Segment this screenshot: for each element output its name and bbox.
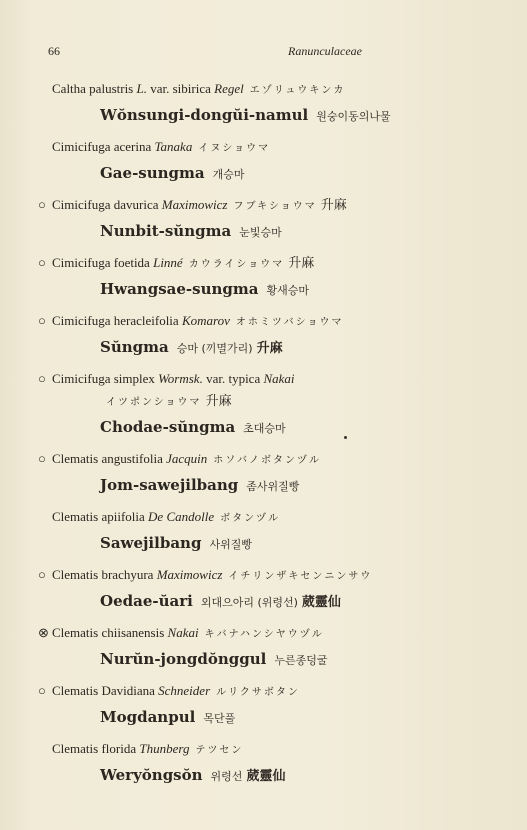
scientific-name-line xyxy=(0,252,527,274)
scientific-name-line xyxy=(0,680,527,702)
scientific-name-line xyxy=(0,136,527,158)
chinese-name-alt: 葳靈仙 xyxy=(301,595,341,610)
hangul-name: 초대승마 xyxy=(243,422,286,435)
scientific-name: Clematis Davidiana xyxy=(52,683,155,698)
korean-name-line xyxy=(0,216,527,252)
variety-name: var. typica xyxy=(206,371,261,386)
page-header xyxy=(48,44,478,60)
korean-name-line xyxy=(0,760,527,796)
hangul-name: 외대으아리 (위령선) xyxy=(200,596,298,609)
status-mark: ○ xyxy=(38,371,46,386)
korean-romanized-name: Wŏnsungi-dongŭi-namul xyxy=(100,106,309,124)
author-name: Thunberg xyxy=(139,741,190,756)
status-mark: ○ xyxy=(38,683,46,698)
chinese-name: 升麻 xyxy=(288,256,315,271)
status-mark: ○ xyxy=(38,197,46,212)
status-mark: ⊗ xyxy=(38,625,49,640)
scientific-name-line xyxy=(0,738,527,760)
scientific-name: Cimicifuga davurica xyxy=(52,197,159,212)
japanese-name: キバナハンシヤウヅル xyxy=(204,629,324,640)
japanese-name: テツセン xyxy=(195,745,244,756)
scientific-name: Caltha palustris xyxy=(52,81,134,96)
author-name: Tanaka xyxy=(154,139,193,154)
korean-name-line xyxy=(0,586,527,622)
korean-romanized-name: Sawejilbang xyxy=(100,534,202,552)
scientific-name: Clematis apiifolia xyxy=(52,509,145,524)
author-name: Komarov xyxy=(181,313,230,328)
scientific-name-line xyxy=(0,194,527,216)
scientific-name: Cimicifuga foetida xyxy=(52,255,150,270)
author-name: Maximowicz xyxy=(161,197,228,212)
hangul-name: 사위질빵 xyxy=(209,538,252,551)
hangul-name: 누른종덩굴 xyxy=(274,654,328,667)
japanese-name: ボタンヅル xyxy=(220,513,281,524)
scientific-name-line xyxy=(0,622,527,644)
scientific-name-line xyxy=(0,310,527,332)
japanese-name: イツポンショウマ xyxy=(106,397,202,408)
scientific-name-line xyxy=(0,448,527,470)
status-mark: ○ xyxy=(38,313,46,328)
scientific-name: Cimicifuga heracleifolia xyxy=(52,313,179,328)
japanese-name: エゾリュウキンカ xyxy=(249,85,346,96)
korean-name-line xyxy=(0,412,527,448)
hangul-name: 위령선 xyxy=(210,770,243,783)
scientific-name: Clematis chiisanensis xyxy=(52,625,165,640)
author-name: L. xyxy=(136,81,147,96)
scientific-name-line xyxy=(0,368,527,390)
korean-name-line xyxy=(0,470,527,506)
author-name: Maximowicz xyxy=(156,567,223,582)
korean-romanized-name: Gae-sungma xyxy=(100,164,205,182)
japanese-name: ルリクサボタン xyxy=(216,687,300,698)
japanese-name: ホソバノボタンヅル xyxy=(213,455,322,466)
korean-romanized-name: Mogdanpul xyxy=(100,708,196,726)
korean-name-line xyxy=(0,332,527,368)
korean-romanized-name: Sŭngma xyxy=(100,338,169,356)
status-mark: ○ xyxy=(38,255,46,270)
page-number: 66 xyxy=(48,44,60,58)
japanese-name: カウライショウマ xyxy=(188,259,285,270)
korean-romanized-name: Nunbit-sŭngma xyxy=(100,222,232,240)
hangul-name: 황새승마 xyxy=(266,284,309,297)
korean-romanized-name: Chodae-sŭngma xyxy=(100,418,236,436)
hangul-name: 목단풀 xyxy=(203,712,236,725)
species-entry-list xyxy=(0,78,527,796)
korean-name-line xyxy=(0,158,527,194)
korean-name-line xyxy=(0,644,527,680)
korean-name-line xyxy=(0,702,527,738)
korean-romanized-name: Hwangsae-sungma xyxy=(100,280,259,298)
variety-author: Nakai xyxy=(263,371,295,386)
korean-name-line xyxy=(0,528,527,564)
scientific-name: Clematis angustifolia xyxy=(52,451,163,466)
chinese-name-alt: 葳靈仙 xyxy=(246,769,286,784)
japanese-name: オホミツバショウマ xyxy=(235,317,344,328)
author-name: Linné xyxy=(153,255,183,270)
korean-romanized-name: Weryŏngsŏn xyxy=(100,766,203,784)
hangul-name: 개승마 xyxy=(212,168,245,181)
variety-author: Regel xyxy=(214,81,244,96)
japanese-name: イチリンザキセンニンサウ xyxy=(228,571,373,582)
author-name: Schneider xyxy=(158,683,211,698)
japanese-name: フブキショウマ xyxy=(233,201,317,212)
korean-romanized-name: Nurŭn-jongdŏnggul xyxy=(100,650,267,668)
japanese-name-line xyxy=(0,390,527,412)
korean-name-line xyxy=(0,274,527,310)
author-name: Jacquin xyxy=(166,451,208,466)
variety-name: var. sibirica xyxy=(150,81,211,96)
chinese-name: 升麻 xyxy=(320,198,347,213)
running-head: Ranunculaceae xyxy=(288,44,362,58)
hangul-name: 눈빛승마 xyxy=(239,226,282,239)
scientific-name-line xyxy=(0,78,527,100)
author-name: Wormsk. xyxy=(158,371,203,386)
hangul-name: 원숭이동의나물 xyxy=(316,110,391,123)
scientific-name: Clematis brachyura xyxy=(52,567,154,582)
korean-romanized-name: Oedae-ŭari xyxy=(100,592,193,610)
korean-name-line xyxy=(0,100,527,136)
chinese-name: 升麻 xyxy=(205,394,232,409)
scientific-name: Cimicifuga simplex xyxy=(52,371,155,386)
author-name: De Candolle xyxy=(148,509,215,524)
scientific-name-line xyxy=(0,564,527,586)
scientific-name: Cimicifuga acerina xyxy=(52,139,152,154)
japanese-name: イヌショウマ xyxy=(198,143,271,154)
chinese-name-alt: 升麻 xyxy=(256,341,283,356)
hangul-name: 승마 (끼멸가리) xyxy=(176,342,253,355)
scientific-name-line xyxy=(0,506,527,528)
status-mark: ○ xyxy=(38,451,46,466)
status-mark: ○ xyxy=(38,567,46,582)
scientific-name: Clematis florida xyxy=(52,741,137,756)
stray-dot xyxy=(344,436,347,439)
korean-romanized-name: Jom-sawejilbang xyxy=(100,476,239,494)
hangul-name: 좀사위질빵 xyxy=(246,480,300,493)
author-name: Nakai xyxy=(167,625,199,640)
